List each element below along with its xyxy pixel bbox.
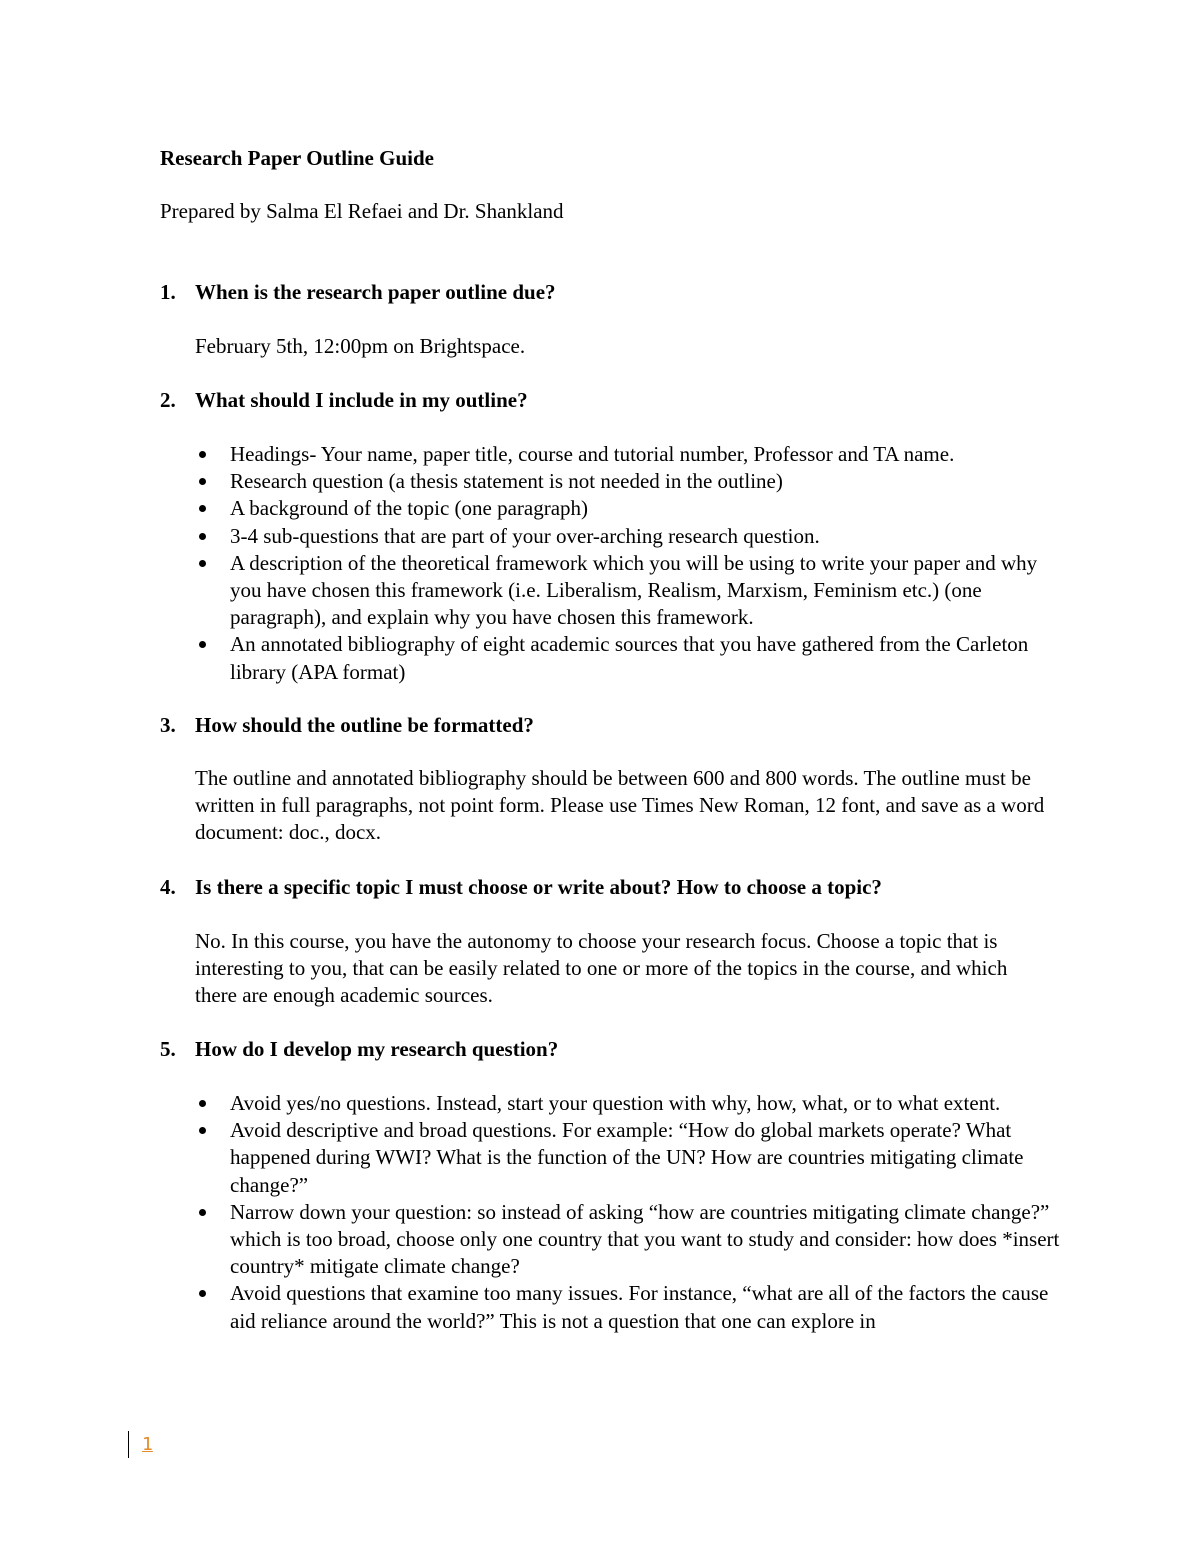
list-item-text: An annotated bibliography of eight academic sources that you have gathered from the Carleton library (APA format) xyxy=(230,632,1029,684)
bullet-icon xyxy=(199,533,206,540)
list-item xyxy=(195,495,1065,522)
list-item xyxy=(195,1280,1065,1334)
list-item xyxy=(195,550,1065,632)
section-5-bullet-list xyxy=(195,1090,1065,1335)
section-question: How do I develop my research question? xyxy=(195,1037,559,1061)
section-2-heading xyxy=(160,387,528,414)
section-3-heading xyxy=(160,712,534,739)
list-item-text: Headings- Your name, paper title, course and tutorial number, Professor and TA name. xyxy=(230,442,955,466)
list-item-text: 3-4 sub-questions that are part of your over-arching research question. xyxy=(230,523,820,548)
list-item-text: Avoid questions that examine too many issues. For instance, “what are all of the factors the cause aid reliance around the world?” This is not a question that one can explore in xyxy=(230,1281,1049,1333)
list-item xyxy=(195,1199,1065,1281)
list-item-text: Research question (a thesis statement is not needed in the outline) xyxy=(230,469,783,494)
bullet-icon xyxy=(199,641,206,648)
section-1-answer: February 5th, 12:00pm on Brightspace. xyxy=(195,334,526,358)
section-question: Is there a specific topic I must choose or write about? How to choose a topic? xyxy=(195,875,882,899)
bullet-icon xyxy=(199,560,206,567)
section-question: When is the research paper outline due? xyxy=(195,280,556,304)
section-question: What should I include in my outline? xyxy=(195,388,528,412)
section-4-heading xyxy=(160,874,882,901)
list-item xyxy=(195,441,1065,468)
section-4-answer: No. In this course, you have the autonomy to choose your research focus. Choose a topic that is interesting to you, that can be easily related to one or more of the topics in the course, and which there are enough academic sources. xyxy=(195,929,1008,1008)
section-number: 1. xyxy=(160,280,176,304)
section-question: How should the outline be formatted? xyxy=(195,713,534,737)
bullet-icon xyxy=(199,451,206,458)
bullet-icon xyxy=(199,505,206,512)
list-item xyxy=(195,1090,1065,1117)
list-item-text: Narrow down your question: so instead of asking “how are countries mitigating climate change?” which is too broad, choose only one country that you want to study and consider: how does *insert country* mitigate climate change? xyxy=(230,1199,1060,1279)
bullet-icon xyxy=(199,1290,206,1297)
list-item-text: A description of the theoretical framework which you will be using to write your paper and why you have chosen this framework (i.e. Liberalism, Realism, Marxism, Feminism etc.) (one paragraph), and explain why you have chosen this framework. xyxy=(230,550,1038,630)
section-5-heading xyxy=(160,1036,558,1063)
bullet-icon xyxy=(199,478,206,485)
list-item xyxy=(195,631,1065,685)
bullet-icon xyxy=(199,1127,206,1134)
bullet-icon xyxy=(199,1100,206,1107)
section-number: 2. xyxy=(160,388,176,412)
footer-divider xyxy=(128,1431,129,1458)
list-item-text: Avoid descriptive and broad questions. For example: “How do global markets operate? What happened during WWI? What is the function of the UN? How are countries mitigating climate change?” xyxy=(230,1118,1024,1197)
section-number: 4. xyxy=(160,875,176,899)
section-3-answer: The outline and annotated bibliography should be between 600 and 800 words. The outline must be written in full paragraphs, not point form. Please use Times New Roman, 12 font, and save as a word document: doc., docx. xyxy=(195,766,1045,845)
section-2-bullet-list xyxy=(195,441,1065,686)
section-number: 3. xyxy=(160,713,176,737)
page-number: 1 xyxy=(142,1434,153,1455)
document-prepared-by: Prepared by Salma El Refaei and Dr. Shankland xyxy=(160,199,564,223)
document-title: Research Paper Outline Guide xyxy=(160,146,434,170)
section-number: 5. xyxy=(160,1037,176,1061)
list-item xyxy=(195,523,1065,550)
list-item-text: Avoid yes/no questions. Instead, start your question with why, how, what, or to what extent. xyxy=(230,1091,1001,1115)
section-1-heading xyxy=(160,279,556,306)
list-item xyxy=(195,468,1065,495)
list-item xyxy=(195,1117,1065,1199)
list-item-text: A background of the topic (one paragraph) xyxy=(230,496,589,521)
bullet-icon xyxy=(199,1209,206,1216)
